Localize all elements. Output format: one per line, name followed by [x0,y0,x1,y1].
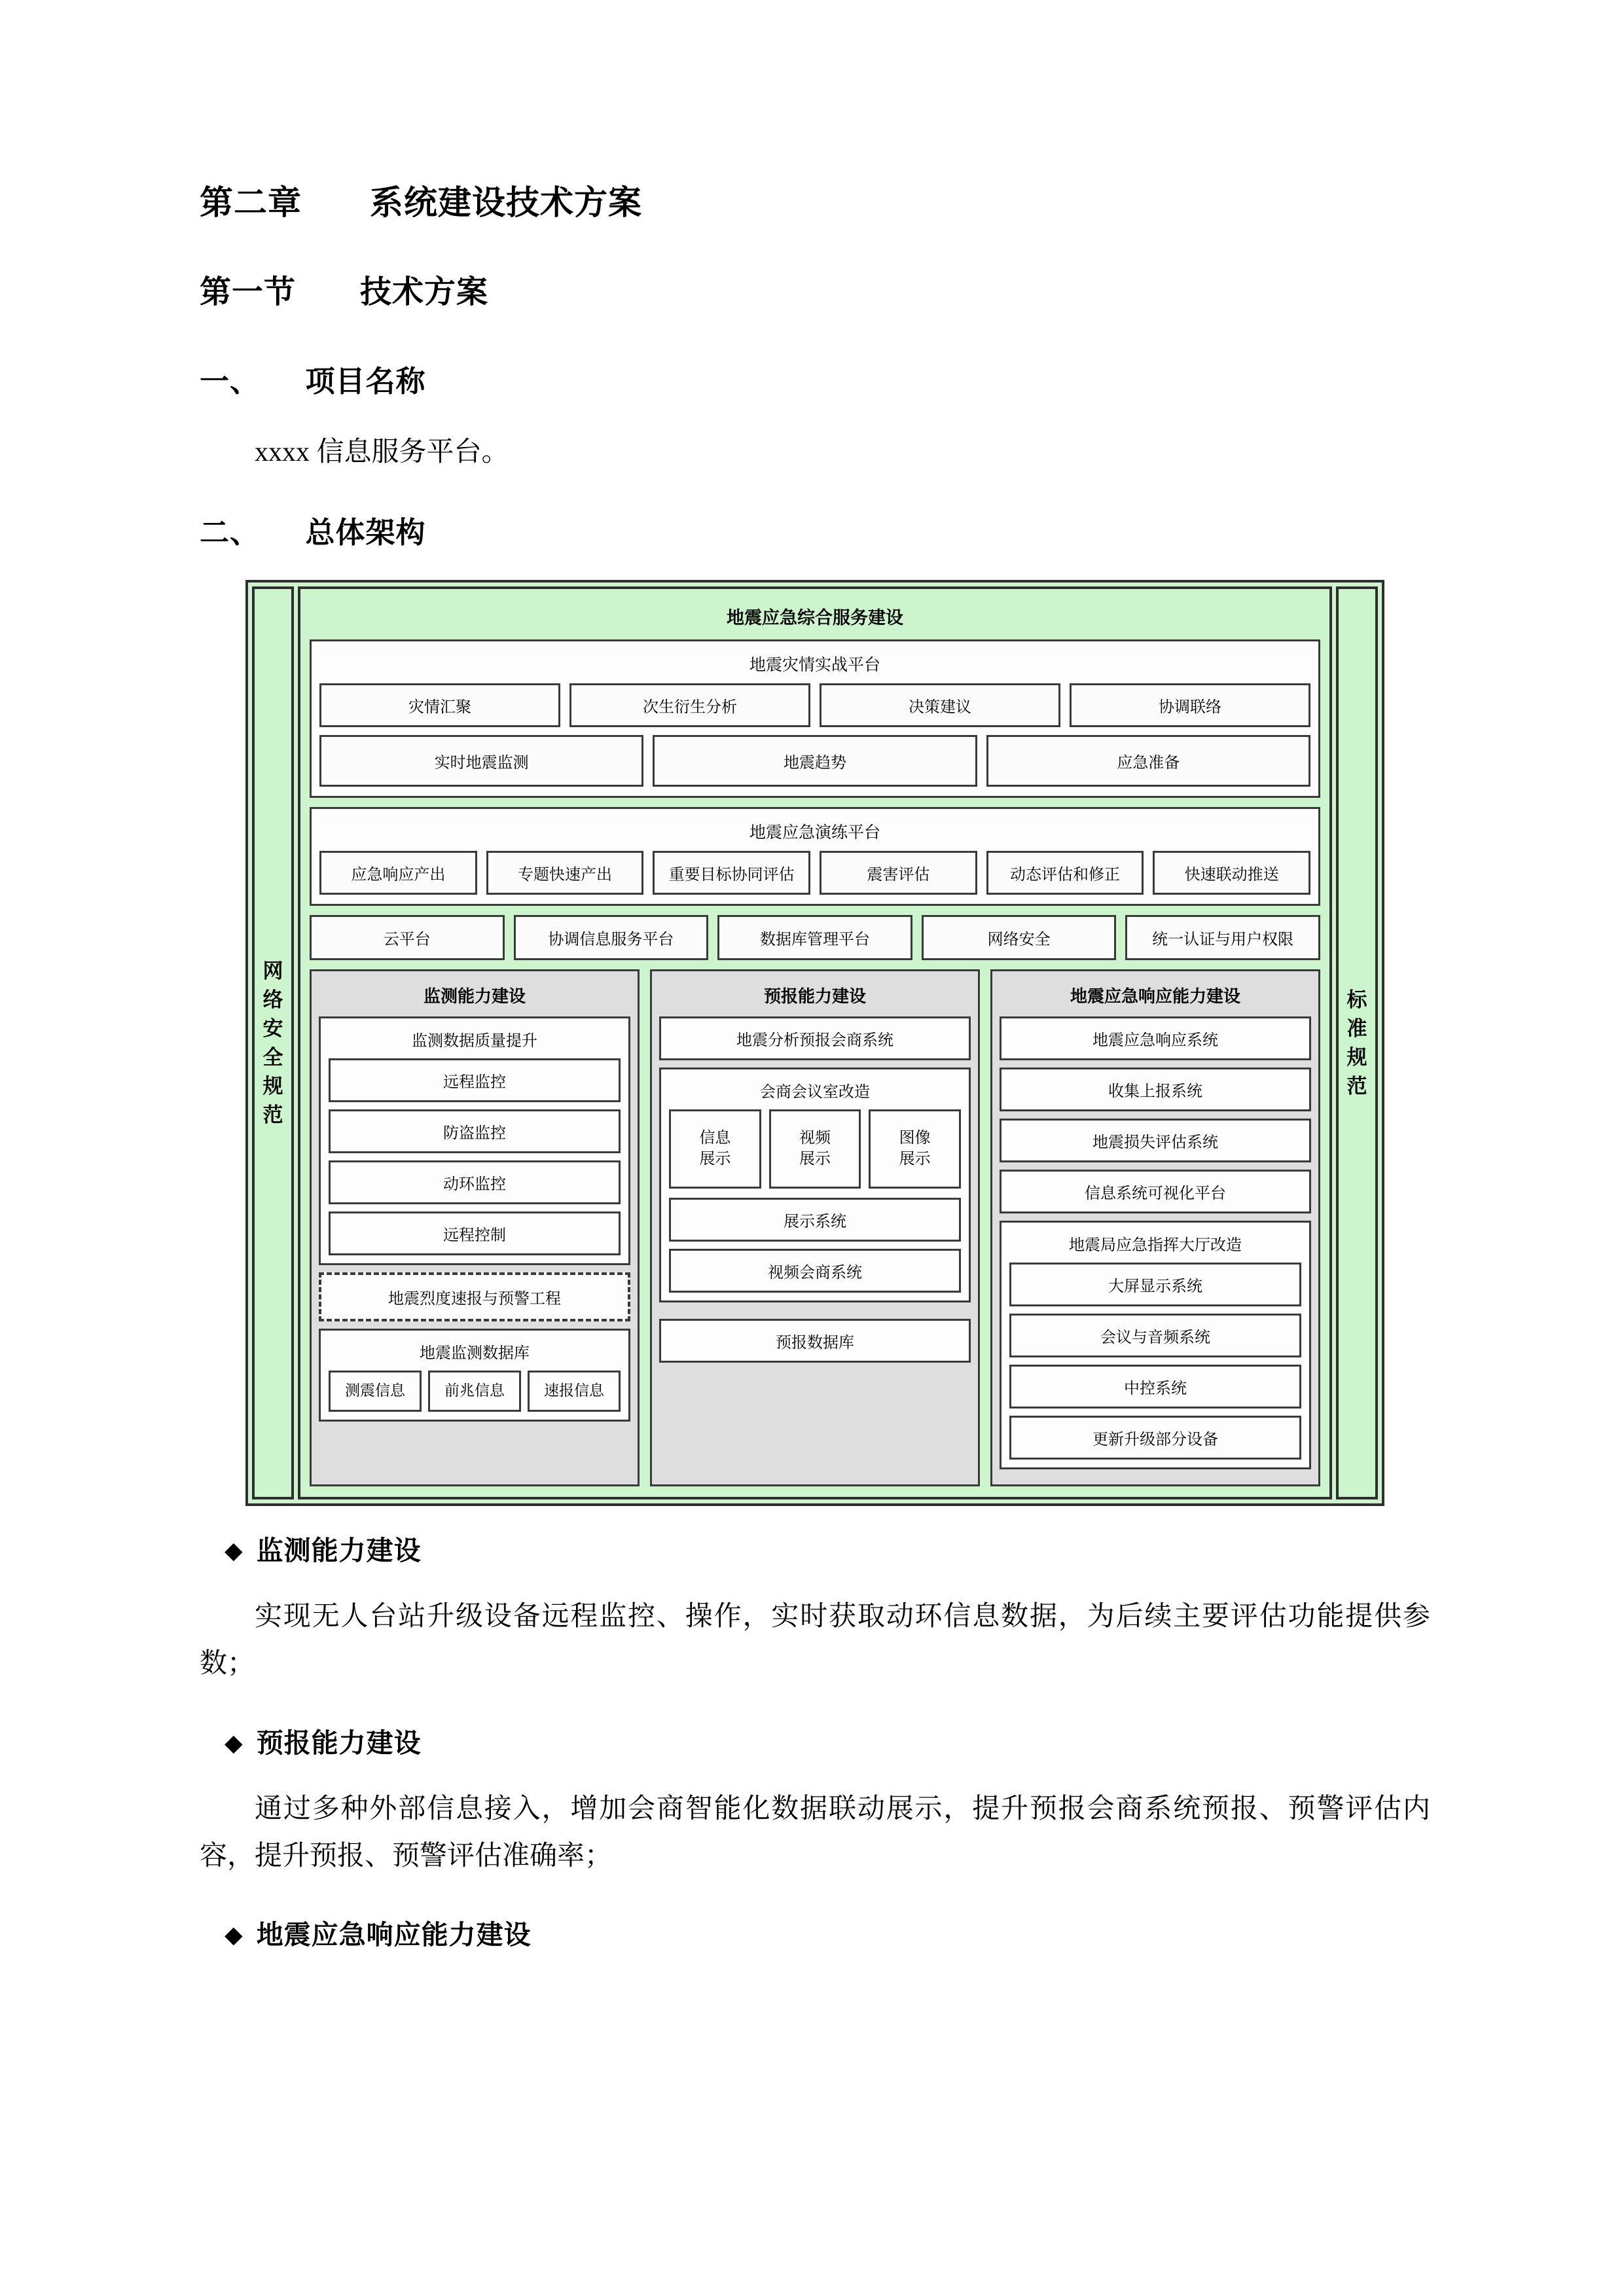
drill-cell: 重要目标协同评估 [653,851,810,895]
bullet-body-monitoring: 实现无人台站升级设备远程监控、操作，实时获取动环信息数据，为后续主要评估功能提供参数； [200,1602,1430,1679]
panel-drill-platform-title: 地震应急演练平台 [749,823,880,842]
infrastructure-item: 协调信息服务平台 [514,915,709,960]
disaster-cell: 灾情汇聚 [319,683,560,727]
database-subitem: 速报信息 [528,1371,621,1412]
subsection-title: 总体架构 [305,515,426,550]
group-item: 中控系统 [1009,1365,1301,1408]
architecture-diagram [245,580,1384,1506]
group-consultation-room-renovation [659,1067,971,1302]
disaster-cell: 次生衍生分析 [569,683,810,727]
group-item: 展示系统 [669,1198,961,1242]
diamond-bullet-icon: ◆ [225,1537,244,1565]
display-trio [669,1109,961,1188]
group-command-hall-renovation [1000,1221,1311,1469]
group-item: 视频会商系统 [669,1249,961,1293]
database-subitem: 测震信息 [329,1371,422,1412]
panel-drill-platform [310,807,1320,906]
bullet-heading-label: 地震应急响应能力建设 [256,1919,532,1951]
box-information-visualization-platform: 信息系统可视化平台 [1000,1170,1311,1213]
infrastructure-item: 数据库管理平台 [717,915,912,960]
disaster-platform-row-1 [319,683,1310,727]
panel-disaster-platform [310,639,1320,798]
section-heading: 第一节 技术方案 [200,274,489,310]
project-name-paragraph: xxxx 信息服务平台。 [255,437,509,467]
box-collection-reporting-system: 收集上报系统 [1000,1067,1311,1111]
drill-platform-row [319,851,1310,895]
group-item: 大屏显示系统 [1009,1263,1301,1306]
capability-columns [310,969,1320,1486]
capability-column-monitoring [310,969,640,1486]
subsection-number: 一、 [200,364,245,399]
box-forecast-consultation-system: 地震分析预报会商系统 [659,1016,971,1060]
subsection-heading-architecture [200,515,1430,550]
group-monitoring-database [319,1329,630,1422]
disaster-cell: 决策建议 [820,683,1060,727]
capability-column-title: 监测能力建设 [423,987,526,1007]
drill-cell: 动态评估和修正 [986,851,1144,895]
right-rail-standards [1336,586,1378,1499]
bullet-heading-label: 预报能力建设 [256,1727,422,1759]
group-item: 更新升级部分设备 [1009,1416,1301,1460]
box-loss-assessment-system: 地震损失评估系统 [1000,1119,1311,1162]
left-rail-label: 网络安全规范 [262,959,283,1127]
group-item: 动环监控 [329,1160,621,1204]
disaster-cell: 地震趋势 [653,735,977,787]
bullet-body-forecast: 通过多种外部信息接入，增加会商智能化数据联动展示，提升预报会商系统预报、预警评估内容，提升预报、预警评估准确率； [200,1793,1430,1871]
core-title: 地震应急综合服务建设 [727,608,903,629]
infrastructure-item: 云平台 [310,915,505,960]
disaster-cell: 协调联络 [1070,683,1310,727]
group-item: 远程监控 [329,1058,621,1102]
right-rail-label: 标准规范 [1346,988,1367,1098]
bullet-heading-emergency-response [200,1919,1430,1951]
disaster-cell: 实时地震监测 [319,735,643,787]
subsection-heading-project-name [200,364,1430,399]
group-title: 地震监测数据库 [420,1344,530,1363]
group-title: 地震局应急指挥大厅改造 [1069,1236,1242,1255]
dashed-box-intensity-early-warning: 地震烈度速报与预警工程 [319,1272,630,1321]
subsection-number: 二、 [200,515,245,550]
chapter-heading: 第二章 系统建设技术方案 [200,184,643,223]
box-emergency-response-system: 地震应急响应系统 [1000,1016,1311,1060]
architecture-diagram-wrapper [200,580,1430,1506]
group-title: 监测数据质量提升 [412,1031,537,1050]
capability-column-emergency-response [990,969,1320,1486]
box-forecast-database: 预报数据库 [659,1319,971,1363]
panel-disaster-platform-title: 地震灾情实战平台 [749,655,880,675]
capability-column-forecast [650,969,980,1486]
infrastructure-item: 统一认证与用户权限 [1125,915,1320,960]
display-item-info: 信息 展示 [669,1109,761,1188]
diamond-bullet-icon: ◆ [225,1922,244,1949]
drill-cell: 震害评估 [820,851,977,895]
database-subitems [329,1371,621,1412]
page-content [200,184,1430,1977]
bullet-heading-monitoring [200,1535,1430,1567]
subsection-title: 项目名称 [305,364,426,399]
bullet-heading-label: 监测能力建设 [256,1535,422,1567]
bullet-heading-forecast [200,1727,1430,1759]
disaster-cell: 应急准备 [986,735,1310,787]
database-subitem: 前兆信息 [428,1371,521,1412]
infrastructure-item: 网络安全 [922,915,1117,960]
group-item: 防盗监控 [329,1109,621,1153]
group-title: 会商会议室改造 [760,1083,870,1102]
disaster-platform-row-2 [319,735,1310,787]
drill-cell: 应急响应产出 [319,851,477,895]
group-monitoring-data-quality [319,1016,630,1265]
infrastructure-strip-row [310,915,1320,960]
capability-column-title: 地震应急响应能力建设 [1070,987,1240,1007]
display-item-image: 图像 展示 [869,1109,961,1188]
group-item: 会议与音频系统 [1009,1314,1301,1357]
drill-cell: 专题快速产出 [486,851,644,895]
capability-column-title: 预报能力建设 [763,987,866,1007]
drill-cell: 快速联动推送 [1153,851,1310,895]
display-item-video: 视频 展示 [769,1109,861,1188]
group-item: 远程控制 [329,1211,621,1255]
diamond-bullet-icon: ◆ [225,1729,244,1757]
left-rail-network-security [252,586,294,1499]
diagram-core [298,586,1332,1499]
